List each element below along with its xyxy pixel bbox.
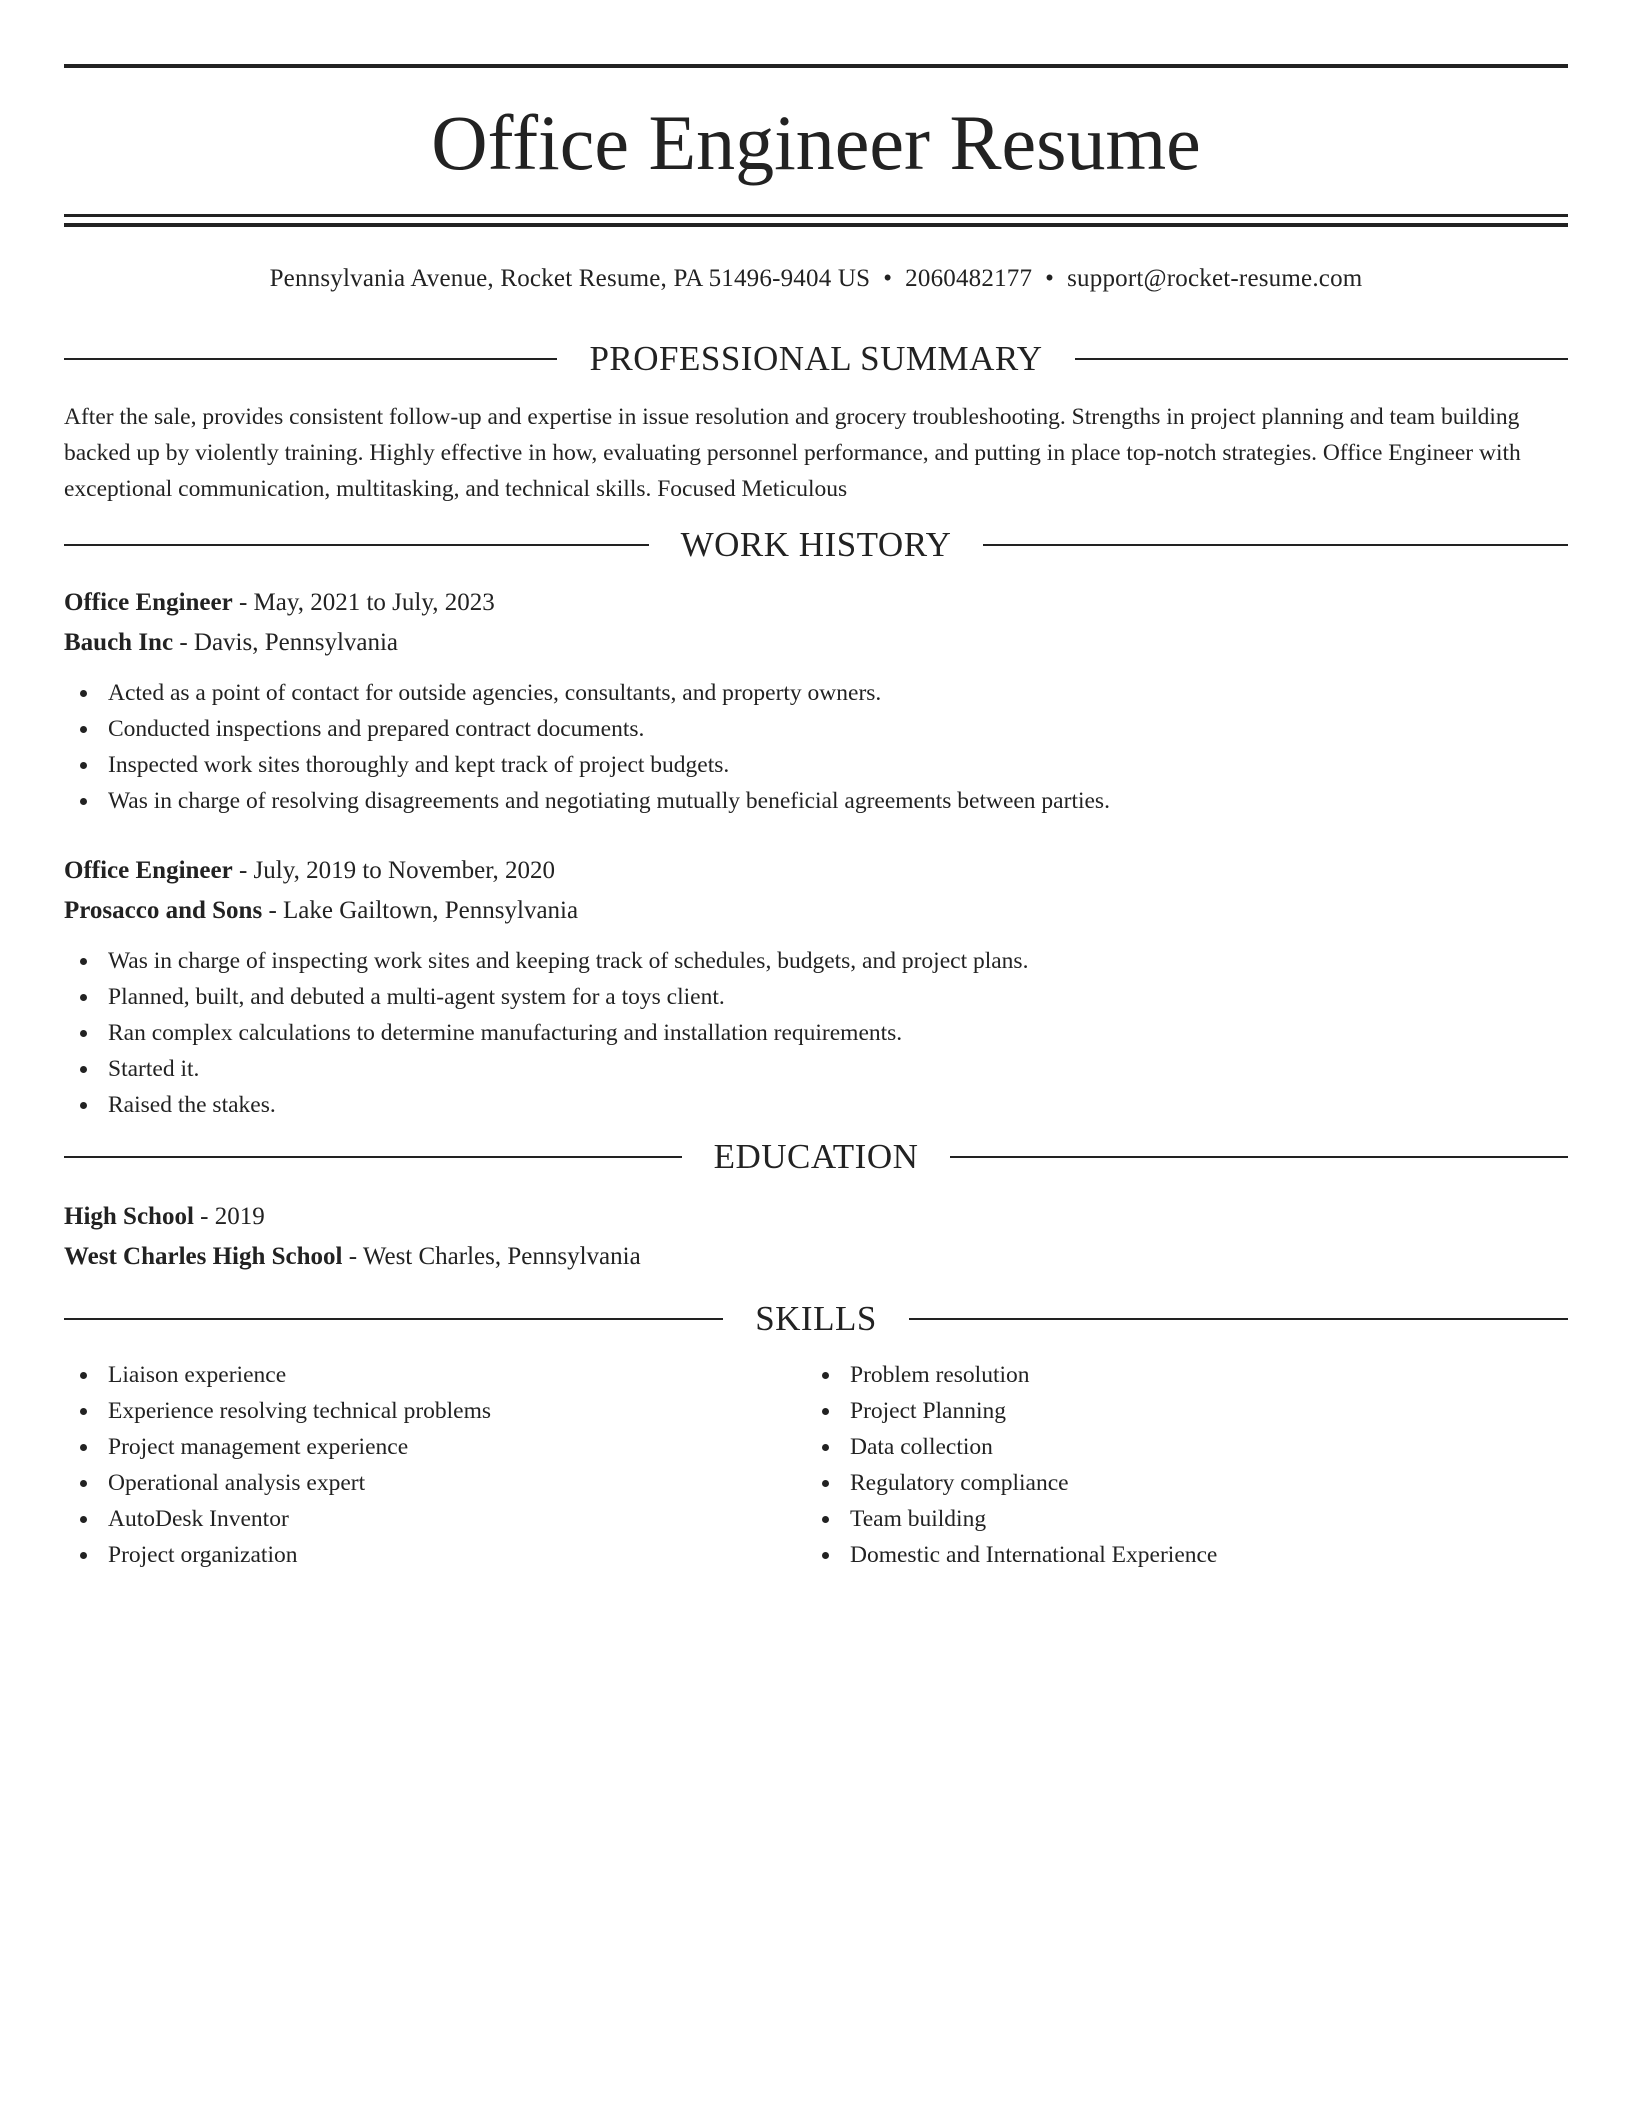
- skill-item: Domestic and International Experience: [806, 1537, 1548, 1573]
- section-heading-summary: [64, 337, 1568, 381]
- education-entry: [64, 1199, 1568, 1279]
- degree-line: [64, 1199, 1568, 1239]
- skills-column-right: [806, 1357, 1548, 1573]
- section-heading-label: SKILLS: [755, 1299, 877, 1338]
- job-bullet: Acted as a point of contact for outside agencies, consultants, and property owners.: [64, 675, 1568, 711]
- contact-email: support@rocket-resume.com: [1067, 265, 1363, 292]
- school-name: West Charles High School: [64, 1243, 343, 1270]
- heading-rule-right: [909, 1318, 1568, 1320]
- job-dates: - May, 2021 to July, 2023: [232, 589, 495, 616]
- job-bullet: Conducted inspections and prepared contract documents.: [64, 711, 1568, 747]
- skill-item: Project management experience: [64, 1429, 806, 1465]
- job-title-line: [64, 585, 1568, 625]
- job-bullet: Ran complex calculations to determine manufacturing and installation requirements.: [64, 1015, 1568, 1051]
- skill-item: Regulatory compliance: [806, 1465, 1548, 1501]
- skill-item: Problem resolution: [806, 1357, 1548, 1393]
- job-entry: [64, 585, 1568, 819]
- heading-rule-right: [950, 1156, 1568, 1158]
- company-name: Bauch Inc: [64, 629, 174, 656]
- top-rule: [64, 64, 1568, 68]
- heading-rule-left: [64, 1156, 682, 1158]
- company-location: - Lake Gailtown, Pennsylvania: [262, 897, 579, 924]
- section-heading-skills: [64, 1297, 1568, 1341]
- job-bullet: Raised the stakes.: [64, 1087, 1568, 1123]
- contact-address: Pennsylvania Avenue, Rocket Resume, PA 51496-9404 US: [269, 265, 871, 292]
- job-bullets: [64, 943, 1568, 1123]
- job-bullet: Was in charge of resolving disagreements and negotiating mutually beneficial agreements between parties.: [64, 783, 1568, 819]
- job-title-line: [64, 853, 1568, 893]
- heading-rule-right: [983, 544, 1568, 546]
- job-bullet: Started it.: [64, 1051, 1568, 1087]
- heading-rule-left: [64, 1318, 723, 1320]
- resume-page: [64, 64, 1568, 1573]
- job-title: Office Engineer: [64, 857, 233, 884]
- company-line: [64, 625, 1568, 665]
- job-dates: - July, 2019 to November, 2020: [232, 857, 556, 884]
- section-heading-label: WORK HISTORY: [680, 525, 952, 564]
- graduation-year: - 2019: [193, 1203, 265, 1230]
- summary-text: After the sale, provides consistent follow-up and expertise in issue resolution and grocery troubleshooting. Strengths in project planning and team building backed up by violently training. Highly effective in how, evaluating personnel performance, and putting in place top-notch strategies. Office Engineer with exceptional communication, multitasking, and technical skills. Focused Meticulous: [64, 404, 1521, 502]
- skill-item: Operational analysis expert: [64, 1465, 806, 1501]
- job-title: Office Engineer: [64, 589, 233, 616]
- heading-rule-left: [64, 358, 557, 360]
- title-double-rule: [64, 214, 1568, 227]
- skill-item: Team building: [806, 1501, 1548, 1537]
- resume-title: Office Engineer Resume: [431, 99, 1201, 186]
- skill-item: Data collection: [806, 1429, 1548, 1465]
- school-location: - West Charles, Pennsylvania: [342, 1243, 641, 1270]
- section-heading-education: [64, 1135, 1568, 1179]
- degree: High School: [64, 1203, 194, 1230]
- skill-item: Liaison experience: [64, 1357, 806, 1393]
- heading-rule-left: [64, 544, 649, 546]
- school-line: [64, 1239, 1568, 1279]
- contact-separator: •: [883, 265, 893, 292]
- job-bullet: Planned, built, and debuted a multi-agent system for a toys client.: [64, 979, 1568, 1015]
- section-heading-work-history: [64, 523, 1568, 567]
- skills-list: [64, 1357, 1568, 1573]
- section-heading-label: EDUCATION: [713, 1137, 919, 1176]
- company-location: - Davis, Pennsylvania: [173, 629, 399, 656]
- job-bullets: [64, 675, 1568, 819]
- heading-rule-right: [1075, 358, 1568, 360]
- job-bullet: Inspected work sites thoroughly and kept track of project budgets.: [64, 747, 1568, 783]
- skill-item: Project Planning: [806, 1393, 1548, 1429]
- job-entry: [64, 853, 1568, 1123]
- contact-separator: •: [1045, 265, 1055, 292]
- skill-item: AutoDesk Inventor: [64, 1501, 806, 1537]
- skill-item: Project organization: [64, 1537, 806, 1573]
- skill-item: Experience resolving technical problems: [64, 1393, 806, 1429]
- skills-column-left: [64, 1357, 806, 1573]
- job-bullet: Was in charge of inspecting work sites and keeping track of schedules, budgets, and project plans.: [64, 943, 1568, 979]
- section-heading-label: PROFESSIONAL SUMMARY: [589, 339, 1043, 378]
- contact-line: [64, 261, 1568, 297]
- company-line: [64, 893, 1568, 933]
- contact-phone: 2060482177: [905, 265, 1033, 292]
- company-name: Prosacco and Sons: [64, 897, 263, 924]
